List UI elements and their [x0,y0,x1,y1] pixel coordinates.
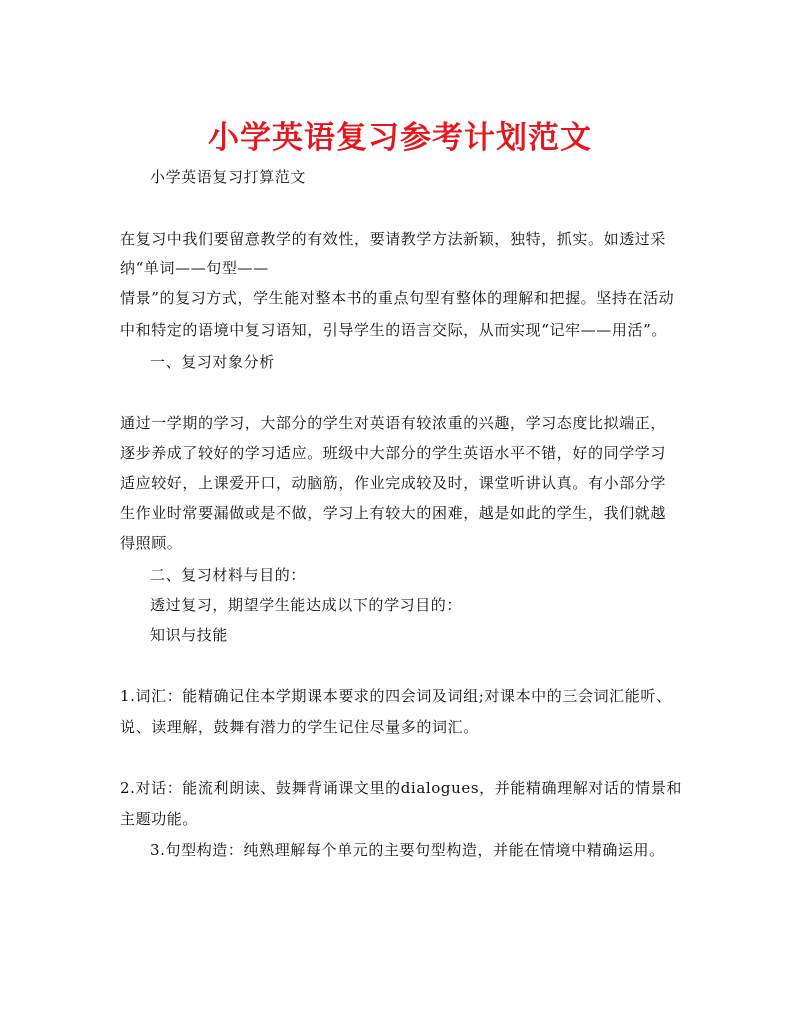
section-heading: 一、复习对象分析 [150,353,275,371]
list-item-line: 说、读理解，鼓舞有潜力的学生记住尽量多的词汇。 [120,718,479,736]
paragraph-line: 通过一学期的学习，大部分的学生对英语有较浓重的兴趣，学习态度比拟端正， [120,414,667,432]
list-item-line: 1.词汇：能精确记住本学期课本要求的四会词及词组;对课本中的三会词汇能听、 [120,687,672,705]
document-title: 小学英语复习参考计划范文 [208,120,592,156]
section-heading: 二、复习材料与目的： [150,566,307,584]
goal-intro: 透过复习，期望学生能达成以下的学习目的： [150,596,463,614]
paragraph-line: 在复习中我们要留意教学的有效性，要请教学方法新颖，独特，抓实。如透过采 [120,230,667,248]
list-item-line: 主题功能。 [120,810,199,828]
paragraph-line: 情景”的复习方式，学生能对整本书的重点句型有整体的理解和把握。坚持在活动 [120,289,675,307]
paragraph-line: 逐步养成了较好的学习适应。班级中大部分的学生英语水平不错，好的同学学习 [120,444,667,462]
paragraph-line: 纳“单词——句型—— [120,259,269,277]
paragraph-line: 适应较好，上课爱开口，动脑筋，作业完成较及时，课堂听讲认真。有小部分学 [120,474,667,492]
paragraph-line: 得照顾。 [120,534,183,552]
subsection-heading: 知识与技能 [150,626,229,644]
paragraph-line: 中和特定的语境中复习语知，引导学生的语言交际，从而实现“记牢——用活”。 [120,321,667,339]
subtitle: 小学英语复习打算范文 [150,168,307,186]
paragraph-line: 生作业时常要漏做或是不做，学习上有较大的困难，越是如此的学生，我们就越 [120,504,667,522]
list-item-line: 3.句型构造：纯熟理解每个单元的主要句型构造，并能在情境中精确运用。 [150,841,665,859]
list-item-line: 2.对话：能流利朗读、鼓舞背诵课文里的dialogues，并能精确理解对话的情景和 [120,779,682,797]
